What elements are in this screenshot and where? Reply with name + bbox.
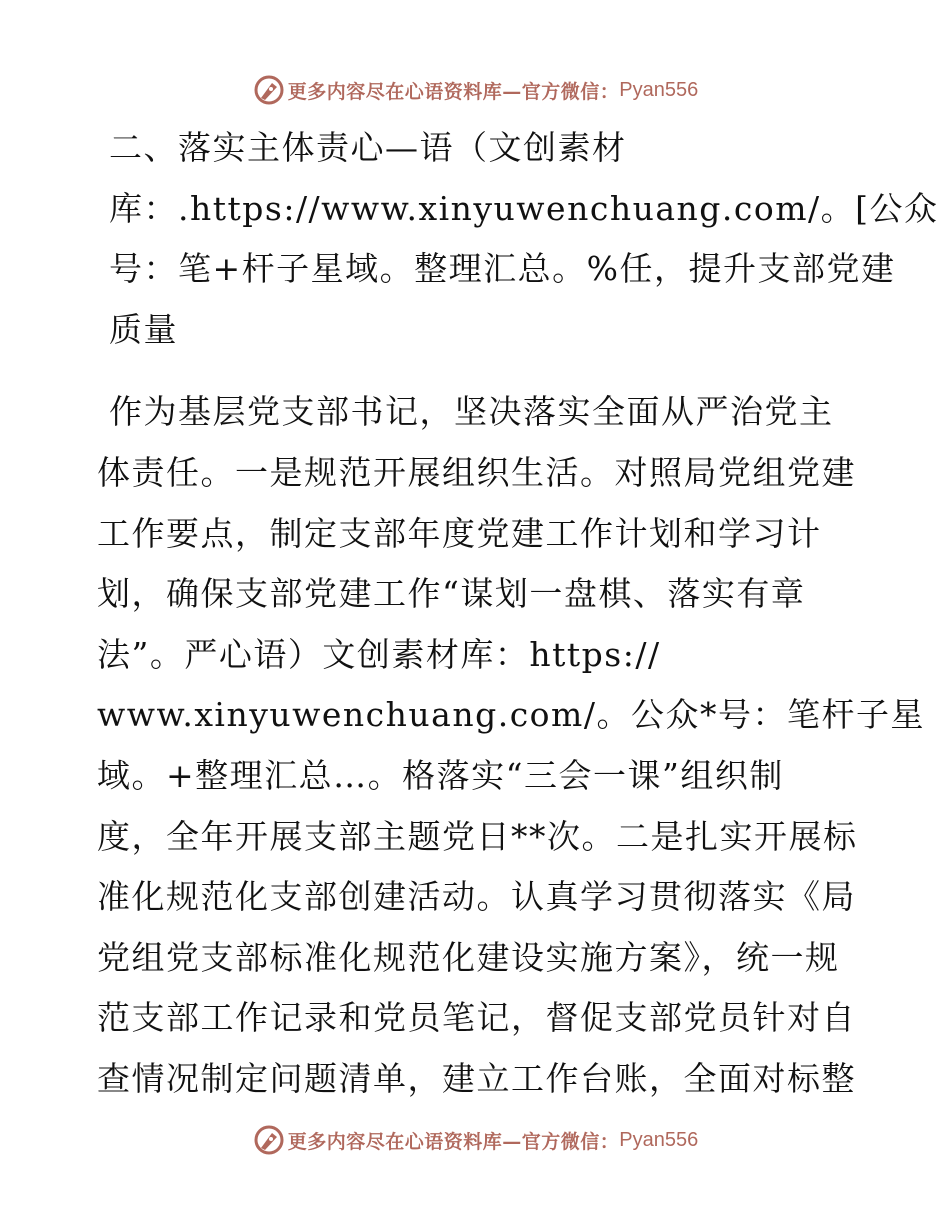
heading-line: 库：.https://www.xinyuwenchuang.com/。[公众 xyxy=(109,188,939,228)
heading-line: 质量 xyxy=(109,309,178,349)
document-body xyxy=(97,118,939,1110)
section-heading xyxy=(97,118,939,360)
body-paragraph xyxy=(97,382,925,1109)
body-line: 域。+整理汇总…。格落实“三会一课”组织制 xyxy=(97,755,784,795)
body-line: 度，全年开展支部主题党日**次。二是扎实开展标 xyxy=(97,816,858,856)
watermark-wechat-id: Pyan556 xyxy=(619,78,699,101)
watermark-wechat-id: Pyan556 xyxy=(619,1128,699,1151)
pen-nib-icon xyxy=(252,73,286,107)
body-line: 作为基层党支部书记，坚决落实全面从严治党主 xyxy=(109,392,834,432)
body-line: 体责任。一是规范开展组织生活。对照局党组党建 xyxy=(97,452,856,492)
body-line: 查情况制定问题清单，建立工作台账，全面对标整 xyxy=(97,1058,856,1098)
body-line: 划，确保支部党建工作“谋划一盘棋、落实有章 xyxy=(97,574,806,614)
body-line: 党组党支部标准化规范化建设实施方案》，统一规 xyxy=(97,937,840,977)
body-line: www.xinyuwenchuang.com/。公众*号：笔杆子星 xyxy=(97,695,925,735)
body-line: 准化规范化支部创建活动。认真学习贯彻落实《局 xyxy=(97,877,856,917)
heading-line: 号：笔+杆子星域。整理汇总。%任，提升支部党建 xyxy=(109,249,896,289)
heading-line: 二、落实主体责心—语（文创素材 xyxy=(109,128,627,167)
body-line: 范支部工作记录和党员笔记，督促支部党员针对自 xyxy=(97,998,856,1038)
body-line: 工作要点，制定支部年度党建工作计划和学习计 xyxy=(97,513,822,553)
pen-nib-icon xyxy=(252,1123,286,1157)
header-watermark xyxy=(0,72,950,108)
body-line: 法”。严心语）文创素材库：https:// xyxy=(97,634,661,674)
footer-watermark xyxy=(0,1122,950,1158)
watermark-text: 更多内容尽在心语资料库—官方微信： xyxy=(287,1130,620,1153)
watermark-text: 更多内容尽在心语资料库—官方微信： xyxy=(287,80,620,103)
